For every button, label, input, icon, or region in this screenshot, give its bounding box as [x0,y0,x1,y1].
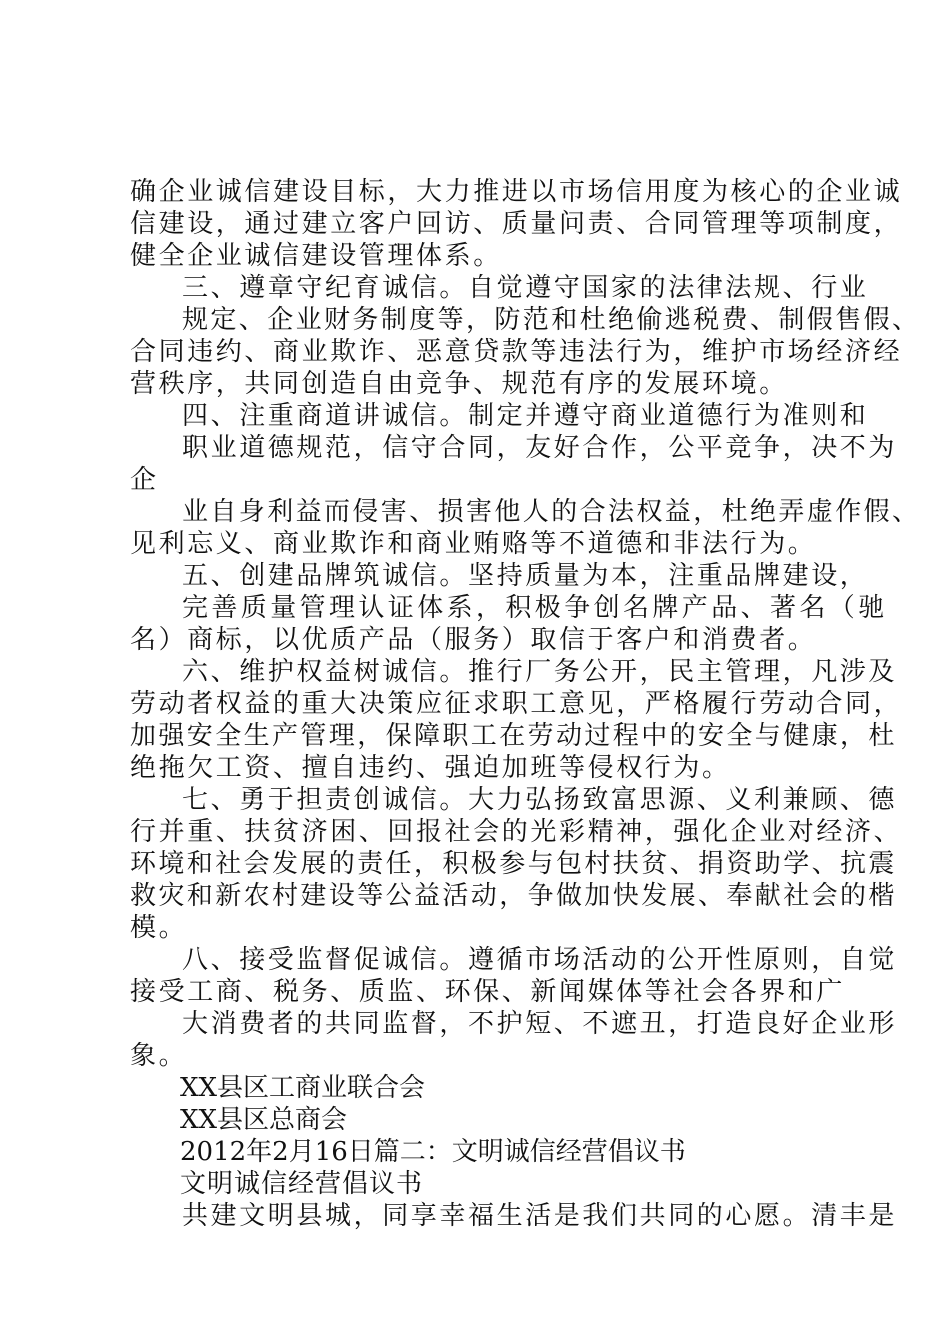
text-line: 劳动者权益的重大决策应征求职工意见，严格履行劳动合同， [130,689,903,719]
text-line: 加强安全生产管理，保障职工在劳动过程中的安全与健康，杜 [130,721,897,751]
text-line: 信建设，通过建立客户回访、质量问责、合同管理等项制度， [130,209,903,239]
text-line: 六、维护权益树诚信。推行厂务公开，民主管理，凡涉及 [182,657,898,687]
text-line: 大消费者的共同监督，不护短、不遮丑，打造良好企业形 [182,1009,898,1039]
text-line: 救灾和新农村建设等公益活动，争做加快发展、奉献社会的楷 [130,881,897,911]
text-line: 环境和社会发展的责任，积极参与包村扶贫、捐资助学、抗震 [130,849,897,879]
text-line: 共建文明县城，同享幸福生活是我们共同的心愿。清丰是 [182,1201,898,1231]
text-line: 合同违约、商业欺诈、恶意贷款等违法行为，维护市场经济经 [130,337,903,367]
signature-line: XX县区总商会 [180,1105,348,1135]
text-line: 象。 [130,1041,188,1071]
text-line: 规定、企业财务制度等，防范和杜绝偷逃税费、制假售假、 [182,305,921,335]
text-line: 企 [130,465,157,495]
text-line: 完善质量管理认证体系，积极争创名牌产品、著名（驰 [182,593,888,623]
text-line: 业自身利益而侵害、损害他人的合法权益，杜绝弄虚作假、 [182,497,921,527]
text-line: 三、遵章守纪育诚信。自觉遵守国家的法律法规、行业 [182,273,869,303]
text-line: 行并重、扶贫济困、回报社会的光彩精神，强化企业对经济、 [130,817,903,847]
text-line: 四、注重商道讲诚信。制定并遵守商业道德行为准则和 [182,401,869,431]
text-line: 营秩序，共同创造自由竞争、规范有序的发展环境。 [130,369,788,399]
text-line: 八、接受监督促诚信。遵循市场活动的公开性原则，自觉 [182,945,898,975]
text-line: 职业道德规范，信守合同，友好合作，公平竞争，决不为 [182,433,898,463]
text-line: 健全企业诚信建设管理体系。 [130,241,502,271]
signature-line: XX县区工商业联合会 [180,1073,426,1103]
text-line: 名）商标，以优质产品（服务）取信于客户和消费者。 [130,625,817,655]
text-line: 绝拖欠工资、擅自违约、强迫加班等侵权行为。 [130,753,731,783]
text-line: 七、勇于担责创诚信。大力弘扬致富思源、义利兼顾、德 [182,785,898,815]
text-line: 见利忘义、商业欺诈和商业贿赂等不道德和非法行为。 [130,529,817,559]
text-line: 五、创建品牌筑诚信。坚持质量为本，注重品牌建设， [182,561,869,591]
text-line: 接受工商、税务、质监、环保、新闻媒体等社会各界和广 [130,977,846,1007]
text-line: 模。 [130,913,188,943]
date-line: 2012年2月16日篇二：文明诚信经营倡议书 [180,1137,686,1167]
section-title: 文明诚信经营倡议书 [180,1169,424,1199]
text-line: 确企业诚信建设目标，大力推进以市场信用度为核心的企业诚 [130,177,903,207]
